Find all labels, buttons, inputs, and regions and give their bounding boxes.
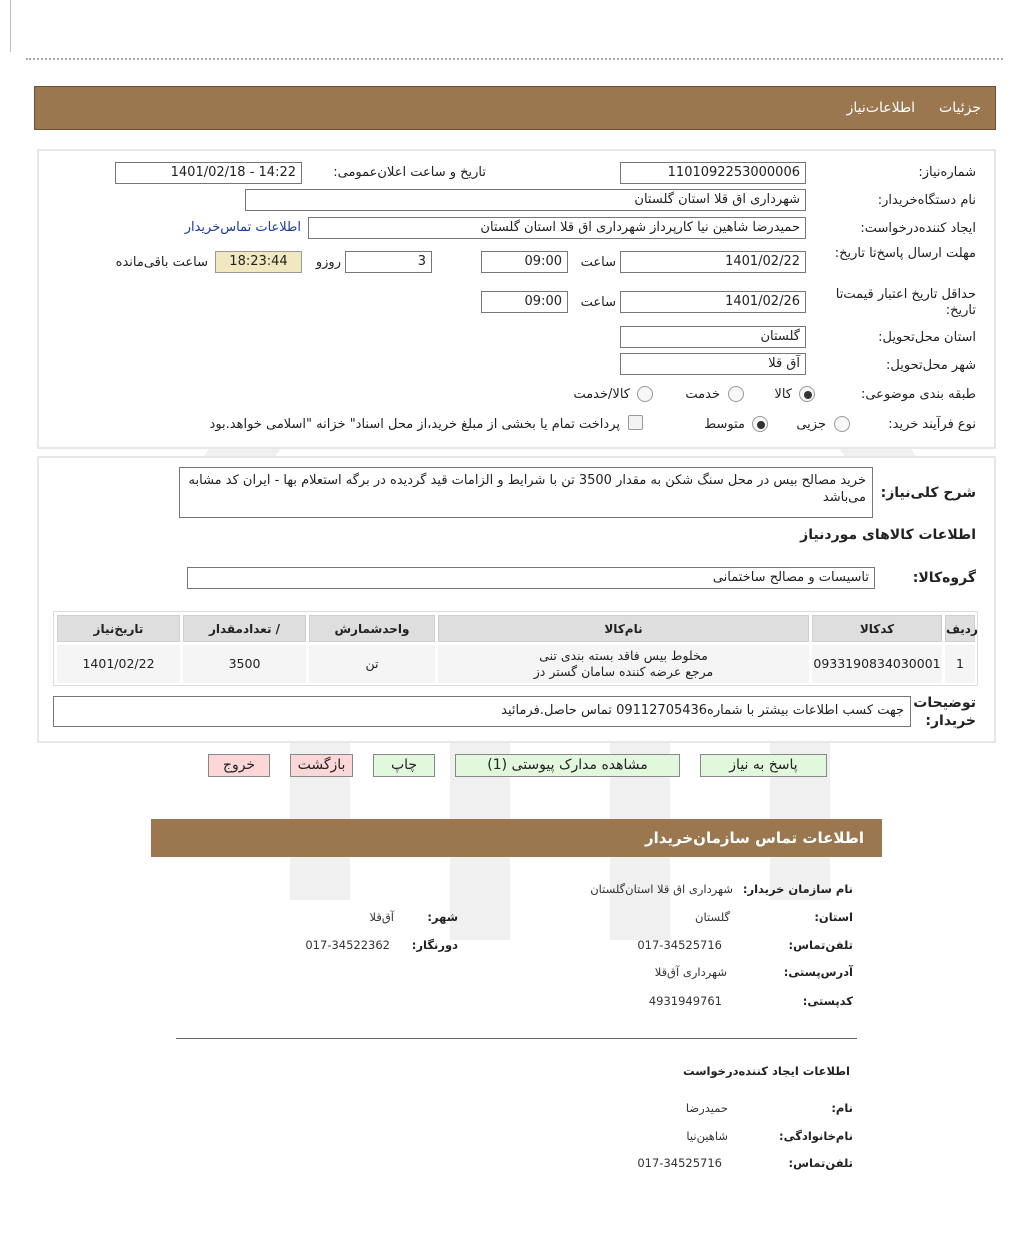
need-number-label: شماره‌نیاز: xyxy=(918,165,976,180)
contact-postal-label: کدپستی: xyxy=(802,994,853,1008)
page-header-bar xyxy=(34,86,996,130)
reply-to-need-button[interactable]: پاسخ به نیاز xyxy=(700,754,827,777)
creator-name-value: حمیدرضا xyxy=(685,1101,728,1115)
category-option-service: خدمت xyxy=(685,387,720,402)
table-cell-name-line2: مرجع عرضه کننده سامان گستر دز xyxy=(533,664,714,679)
treasury-payment-checkbox[interactable] xyxy=(628,415,643,430)
table-cell-name xyxy=(438,645,809,683)
treasury-payment-note: پرداخت تمام یا بخشی از مبلغ خرید،از محل اسناد" خزانه "اسلامی خواهد.بود xyxy=(209,417,620,432)
contact-address-label: آدرس‌پستی: xyxy=(783,965,853,979)
back-button[interactable]: بازگشت xyxy=(290,754,353,777)
announce-label: تاریخ و ساعت اعلان‌عمومی: xyxy=(333,165,486,180)
contact-phone-value: 017-34525716 xyxy=(637,938,722,952)
buyer-org-label: نام دستگاه‌خریدار: xyxy=(877,193,976,208)
contact-fax-label: دورنگار: xyxy=(411,938,458,952)
exit-button[interactable]: خروج xyxy=(208,754,270,777)
table-header-row-number: ردیف xyxy=(945,615,975,642)
reply-deadline-label: مهلت ارسال پاسخ‌تا تاریخ: xyxy=(834,246,976,261)
dotted-divider xyxy=(26,58,1003,60)
contact-separator xyxy=(176,1038,857,1039)
table-header-name: نام‌کالا xyxy=(438,615,809,642)
days-label: روزو xyxy=(315,255,341,270)
process-radio-minor[interactable] xyxy=(834,416,850,432)
creator-name-label: نام: xyxy=(831,1101,853,1115)
contact-postal-value: 4931949761 xyxy=(648,994,722,1008)
tab-details[interactable]: جزئیات xyxy=(939,100,981,116)
buyer-contact-title: اطلاعات تماس سازمان‌خریدار xyxy=(644,829,864,847)
city-label: شهر محل‌تحویل: xyxy=(886,358,976,373)
table-header-code: کدکالا xyxy=(812,615,942,642)
table-header-qty: تعداد‌مقدار / xyxy=(183,615,306,642)
buyer-contact-link[interactable]: اطلاعات تماس‌خریدار xyxy=(184,220,301,235)
process-option-medium: متوسط xyxy=(704,417,745,432)
category-radio-goods[interactable] xyxy=(799,386,815,402)
remaining-label: ساعت باقی‌مانده xyxy=(115,255,208,270)
creator-field: حمیدرضا شاهین نیا کارپرداز شهرداری اق قلا استان گلستان xyxy=(308,217,806,239)
category-option-goods-service: کالا/خدمت xyxy=(573,387,630,402)
table-header-unit: واحدشمارش xyxy=(309,615,435,642)
creator-family-label: نام‌خانوادگی: xyxy=(779,1129,853,1143)
price-validity-label: حداقل تاریخ اعتبار قیمت‌تا تاریخ: xyxy=(835,287,976,318)
view-attachments-button[interactable]: مشاهده مدارک پیوستی (1) xyxy=(455,754,680,777)
print-button[interactable]: چاپ xyxy=(373,754,435,777)
price-date-field: 1401/02/26 xyxy=(620,291,806,313)
days-field: 3 xyxy=(345,251,432,273)
summary-text-box: خرید مصالح بیس در محل سنگ شکن به مقدار 3500 تن با شرایط و الزامات قید گردیده در برگه استعلام بها - ایران کد مشابه می‌باشد xyxy=(179,467,873,518)
province-label: استان محل‌تحویل: xyxy=(878,330,976,345)
category-option-goods: کالا xyxy=(774,387,792,402)
contact-org-value: شهرداری اق قلا استان‌گلستان xyxy=(590,882,733,896)
contact-phone-label: تلفن‌تماس: xyxy=(788,938,853,952)
contact-city-label: شهر: xyxy=(427,910,458,924)
summary-label: شرح کلی‌نیاز: xyxy=(880,485,976,501)
buyer-contact-header xyxy=(151,819,882,857)
remaining-timer: 18:23:44 xyxy=(215,251,302,273)
page-edge-line xyxy=(10,0,11,52)
category-radio-service[interactable] xyxy=(728,386,744,402)
table-cell-qty: 3500 xyxy=(183,645,306,683)
creator-label: ایجاد کننده‌درخواست: xyxy=(860,221,976,236)
need-number-field: 1101092253000006 xyxy=(620,162,806,184)
reply-time-label: ساعت xyxy=(580,255,616,270)
goods-info-title: اطلاعات کالاهای موردنیاز xyxy=(800,527,976,543)
price-time-label: ساعت xyxy=(580,295,616,310)
creator-phone-value: 017-34525716 xyxy=(637,1156,722,1170)
contact-address-value: شهرداری آق‌قلا xyxy=(654,965,727,979)
table-cell-unit: تن xyxy=(309,645,435,683)
table-cell-name-line1: مخلوط بیس فاقد بسته بندی تنی xyxy=(539,648,708,663)
reply-time-field: 09:00 xyxy=(481,251,568,273)
contact-fax-value: 017-34522362 xyxy=(305,938,390,952)
process-label: نوع فرآیند خرید: xyxy=(888,417,976,432)
announce-datetime-field: 1401/02/18 - 14:22 xyxy=(115,162,302,184)
city-field: آق قلا xyxy=(620,353,806,375)
province-field: گلستان xyxy=(620,326,806,348)
category-radio-goods-service[interactable] xyxy=(637,386,653,402)
reply-date-field: 1401/02/22 xyxy=(620,251,806,273)
creator-info-title: اطلاعات ایجاد کننده‌درخواست xyxy=(683,1064,850,1078)
price-time-field: 09:00 xyxy=(481,291,568,313)
process-option-minor: جزیی xyxy=(796,417,826,432)
buyer-org-field: شهرداری اق قلا استان گلستان xyxy=(245,189,806,211)
buyer-notes-box: جهت کسب اطلاعات بیشتر با شماره09112705436 تماس حاصل.فرمائید xyxy=(53,696,911,727)
contact-org-label: نام سازمان خریدار: xyxy=(742,882,853,896)
creator-phone-label: تلفن‌تماس: xyxy=(788,1156,853,1170)
goods-group-field: تاسیسات و مصالح ساختمانی xyxy=(187,567,875,589)
contact-province-label: استان: xyxy=(814,910,853,924)
table-cell-date: 1401/02/22 xyxy=(57,645,180,683)
buyer-notes-label: توضیحات خریدار: xyxy=(913,695,976,729)
goods-group-label: گروه‌کالا: xyxy=(912,570,976,586)
tab-need-info[interactable]: اطلاعات‌نیاز xyxy=(846,100,915,116)
category-label: طبقه بندی موضوعی: xyxy=(860,387,976,402)
creator-family-value: شاهین‌نیا xyxy=(686,1129,728,1143)
table-header-date: تاریخ‌نیاز xyxy=(57,615,180,642)
process-radio-medium[interactable] xyxy=(752,416,768,432)
contact-city-value: آق‌قلا xyxy=(369,910,394,924)
contact-province-value: گلستان xyxy=(695,910,730,924)
table-cell-code: 0933190834030001 xyxy=(812,645,942,683)
table-cell-row-number: 1 xyxy=(945,645,975,683)
